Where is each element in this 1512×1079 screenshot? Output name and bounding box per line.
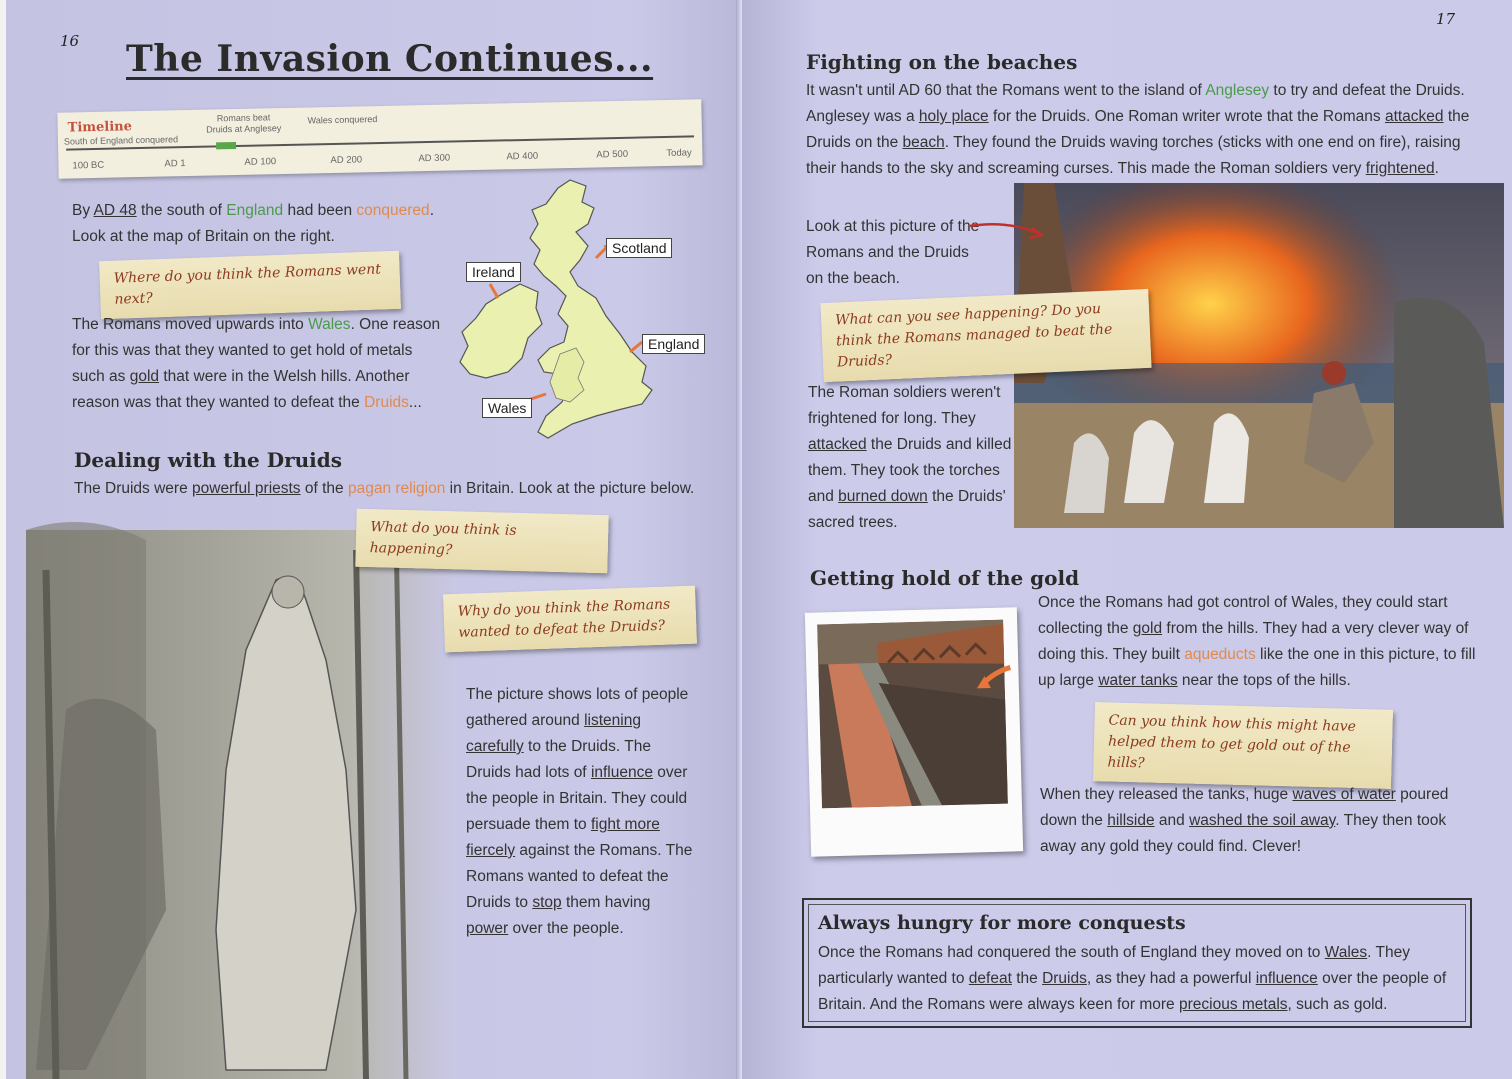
timeline-tick: Today — [666, 147, 692, 160]
question-note: Can you think how this might have helped them to get gold out of the hills? — [1093, 702, 1393, 789]
left-page — [6, 0, 742, 1079]
timeline-tick: AD 100 — [244, 156, 277, 168]
great-britain-shape — [530, 180, 652, 438]
summary-paragraph: Once the Romans had conquered the south of England they moved on to Wales. They particularly wanted to defeat the Druids, as they had a powerful influence over the people of Britain. And the Romans were always keen for more precious metals, such as gold. — [818, 944, 1447, 1013]
druids-intro: The Druids were powerful priests of the pagan religion in Britain. Look at the picture below. — [74, 480, 695, 497]
question-note: What do you think is happening? — [355, 509, 608, 574]
timeline-title: Timeline — [67, 119, 133, 136]
aqueduct-photo-image — [817, 620, 1008, 809]
page-number-right: 17 — [1436, 10, 1456, 28]
druid-engraving-image — [26, 510, 456, 1079]
map-label-ireland: Ireland — [466, 262, 521, 282]
pointer-arrow — [968, 214, 1048, 244]
picture-paragraph: The picture shows lots of people gathered around listening carefully to the Druids. The Druids had lots of influence over the people in Britain. They could persuade them to fight more fiercely against the Romans. The Romans wanted to defeat the Druids to stop them having power over the people. — [466, 686, 693, 937]
beaches-paragraph: It wasn't until AD 60 that the Romans went to the island of Anglesey to try and defeat the Druids. Anglesey was a holy place for the Druids. One Roman writer wrote that the Romans attacked the Druids on the beach. They found the Druids waving torches (sticks with one end on fire), raising their hands to the sky and screaming curses. This made the Roman soldiers very frightened. — [806, 82, 1470, 177]
question-note: What can you see happening? Do you think the Romans managed to beat the Druids? — [820, 289, 1151, 382]
map-label-wales: Wales — [482, 398, 532, 418]
heading-druids: Dealing with the Druids — [74, 448, 342, 472]
timeline-tick: 100 BC — [72, 159, 105, 172]
soldiers-paragraph: The Roman soldiers weren't frightened for long. They attacked the Druids and killed them. They took the torches and burned down the Druids' sacred trees. — [808, 384, 1012, 531]
heading-beaches: Fighting on the beaches — [806, 50, 1078, 74]
timeline-tick: AD 1 — [164, 158, 186, 170]
ireland-shape — [460, 284, 542, 378]
timeline-event: Romans beat Druids at Anglesey — [206, 112, 282, 135]
summary-box — [802, 898, 1472, 1028]
map-label-england: England — [642, 334, 705, 354]
look-paragraph: Look at this picture of the Romans and the Druids on the beach. — [806, 218, 980, 287]
intro-paragraph: By AD 48 the south of England had been conquered. Look at the map of Britain on the right. — [72, 202, 434, 245]
aqueduct-photo — [805, 607, 1023, 856]
timeline-tick: AD 200 — [330, 154, 363, 167]
question-note: Why do you think the Romans wanted to defeat the Druids? — [443, 586, 697, 653]
wales-paragraph: The Romans moved upwards into Wales. One reason for this was that they wanted to get hold of metals such as gold that were in the Welsh hills. Another reason was that they wanted to defeat the Druids... — [72, 316, 441, 411]
timeline-tick: AD 300 — [418, 152, 451, 165]
gold-paragraph: Once the Romans had got control of Wales, they could start collecting the gold from the hills. They had a very clever way of doing this. They built aqueducts like the one in this picture, to fill up large water tanks near the tops of the hills. — [1038, 594, 1476, 689]
timeline-event: South of England conquered — [63, 134, 179, 147]
timeline-tick: AD 400 — [506, 150, 539, 163]
timeline-event: Wales conquered — [307, 114, 378, 126]
release-paragraph: When they released the tanks, huge waves of water poured down the hillside and washed the soil away. They then took away any gold they could find. Clever! — [1040, 786, 1449, 855]
right-page — [742, 0, 1512, 1079]
page-number-left: 16 — [60, 32, 80, 50]
page-title: The Invasion Continues... — [126, 38, 654, 80]
heading-gold: Getting hold of the gold — [810, 566, 1080, 590]
timeline-tick: AD 500 — [596, 148, 629, 161]
map-label-scotland: Scotland — [606, 238, 672, 258]
question-note: Where do you think the Romans went next? — [99, 251, 401, 319]
ireland-arrow — [490, 284, 498, 298]
timeline-highlight — [216, 142, 236, 149]
summary-heading: Always hungry for more conquests — [818, 912, 1186, 934]
orange-arrow-icon — [974, 663, 1015, 694]
britain-map — [446, 176, 716, 456]
england-arrow — [630, 342, 642, 352]
timeline — [57, 99, 702, 178]
